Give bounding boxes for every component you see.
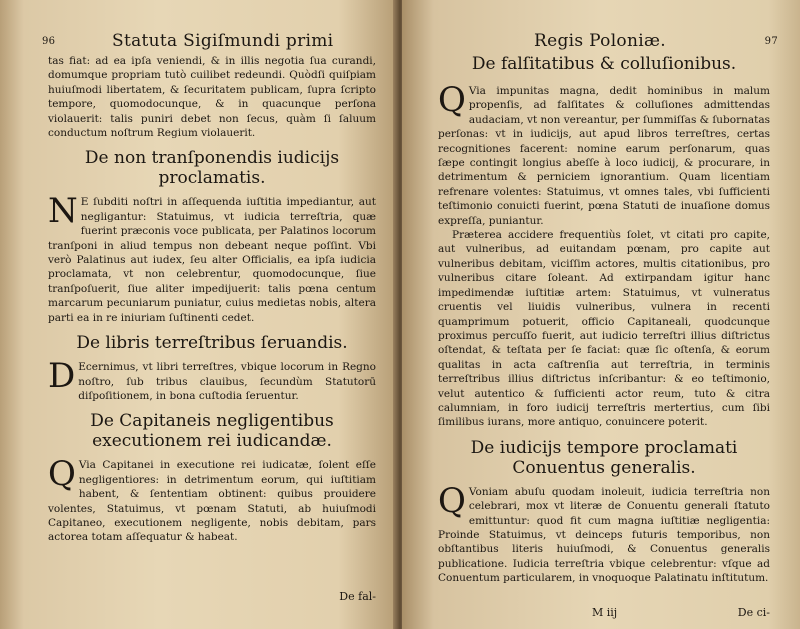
section-paragraph bbox=[48, 356, 376, 403]
section-paragraph: Præterea accidere frequentiùs ſolet, vt citati pro capite, aut vulneribus, ad euitandam pœnam, pro capite aut vulneribus debitam, viciſſim actores, multis citationibus, pro vulneribus citare ſoleant. Ad extirpandam igitur hanc impedimendæ iuſtitiæ artem: Statuimus, vt vulneratus cruentis vel liuidis vulneribus, vulnera in recenti quamprimum potuerit, officio Capitaneali, quodcunque proximus percuſſo fuerit, aut iudicio terreſtri illius diſtrictus oſtendat, & teſtata per ſe faciat: quæ ſic oſtenſa, & eorum qualitas in acta caſtrenſia aut terreſtria, in terminis terreſtribus illius diſtrictus inſcribantur: & eo teſtimonio, velut autentico & ſufficienti actor reum, tuto & citra calumniam, in foro iudicij terreſtris mertertius, cum ſibi ſimilibus iurans, more antiquo, conuincere poterit. bbox=[438, 229, 770, 429]
catchword: De fal- bbox=[339, 590, 376, 603]
paragraph-text: Ecernimus, vt libri terreſtres, vbique locorum in Regno noſtro, ſub tribus clauibus, ſecundùm Statutorū diſpoſitionem, in bona cuſtodia ſeruentur. bbox=[78, 361, 376, 402]
paragraph-text: Via impunitas magna, dedit hominibus in malum propenſis, ad falſitates & colluſiones admittendas audaciam, vt non vereantur, per ſummiſſas & ſubornatas perſonas: vt in iudicijs, aut apud libros terreſtres, certas recognitiones facerent: nomine earum perſonarum, quas ſæpe contingit longius abeſſe à loco iudicij, & procurare, in detrimentum & perniciem ignorantium. Quam licentiam refrenare volentes: Statuimus, vt omnes tales, vbi ſufficienti teſtimonio conuicti fuerint, pœna Statuti de inuaſione domus expreſſa, puniantur. bbox=[438, 85, 770, 227]
running-title: Statuta Sigiſmundi primi bbox=[112, 31, 334, 51]
drop-cap: N bbox=[48, 191, 78, 232]
section-heading: De Capitaneis negligentibus executionem rei iudicandæ. bbox=[90, 411, 334, 452]
signature-mark: M iij bbox=[592, 606, 618, 619]
drop-cap: Q bbox=[48, 454, 76, 495]
catchword: De ci- bbox=[737, 606, 770, 619]
section-heading: De non tranſponendis iudicijs proclamatis. bbox=[84, 148, 340, 189]
paragraph-text: Via Capitanei in executione rei iudicatæ, ſolent eſſe negligentiores: in detrimentum eorum, qui iuſtitiam habent, & ſententiam obtinent: quibus prouidere volentes, Statuimus, vt pœnam Statuti, ab huiuſmodi Capitaneo, executionem negligente, nobis debitam, pars actorea totam aſſequatur & habeat. bbox=[48, 459, 376, 544]
section-heading: De falſitatibus & colluſionibus. bbox=[471, 54, 737, 74]
drop-cap: Q bbox=[438, 480, 466, 521]
section-paragraph bbox=[48, 191, 376, 325]
page-number: 96 bbox=[42, 36, 56, 47]
continuation-paragraph: tas fiat: ad ea ipſa veniendi, & in illis negotia ſua curandi, domumque propriam tutò cuilibet redeundi. Quòdſi quiſpiam huiuſmodi libertatem, & ſecuritatem publicam, ſupra ſcripto tempore, quomodocunque, & in quacunque perſona violauerit: talis puniri debet non ſecus, quàm ſi ſaluum conductum noſtrum Regium violauerit. bbox=[48, 55, 376, 140]
right-page bbox=[402, 0, 800, 629]
left-running-head bbox=[42, 28, 376, 54]
section-heading: De libris terreſtribus ſeruandis. bbox=[76, 333, 348, 354]
paragraph-text: Voniam abuſu quodam inoleuit, iudicia terreſtria non celebrari, mox vt literæ de Conuentu generali ſtatuto emittuntur: quod fit cum magna iuſtitiæ negligentia: Proinde Statuimus, vt deinceps futuris temporibus, non obſtantibus literis huiuſmodi, & Conuentus generalis publicatione. Iudicia terreſtria vbique celebrentur: vſque ad Conuentum particularem, in vnoquoque Palatinatu inſtitutum. bbox=[438, 485, 770, 585]
section-paragraph bbox=[48, 454, 376, 544]
paragraph-text: E ſubditi noſtri in aſſequenda iuſtitia impediantur, aut negligantur: Statuimus, vt iudicia terreſtria, quæ fuerint præconis voce publicata, per Palatinos locorum tranſponi in aliud tempus non debeant neque poſſint. Vbi verò Palatinus aut iudex, ſeu alter Officialis, ea ipſa iudicia proclamata, vt non celebrentur, quomodocunque, ſiue tranſpoſuerit, ſiue aliter impedijuerit: talis pœna centum marcarum pecuniarum puniatur, cuius medietas nobis, altera parti ea in re iniuriam ſuſtinenti cedet. bbox=[48, 196, 376, 324]
section-paragraph bbox=[438, 80, 770, 228]
section-heading: De iudicijs tempore proclamati Conuentus generalis. bbox=[470, 437, 738, 478]
drop-cap: D bbox=[48, 356, 76, 397]
section-paragraph bbox=[438, 480, 770, 586]
drop-cap: Q bbox=[438, 80, 466, 120]
page-number: 97 bbox=[764, 36, 778, 47]
left-page bbox=[0, 0, 398, 629]
running-title: Regis Poloniæ. bbox=[534, 31, 666, 51]
right-running-head bbox=[438, 28, 778, 54]
